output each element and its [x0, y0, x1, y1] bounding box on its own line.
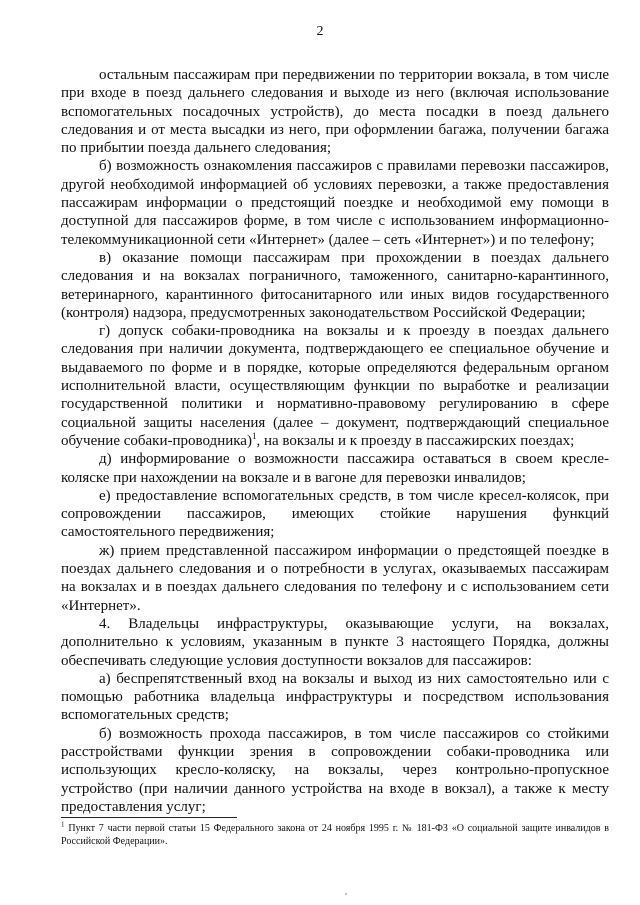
- paragraph-4b: б) возможность прохода пассажиров, в том числе пассажиров со стойкими расстройствами функции зрения в сопровождении собаки-проводника или использующих кресло-коляску, на вокзалы, через контрольно-пропускное устройство (при наличии данного устройства на входе в вокзал), а также к месту предоставления услуг;: [61, 725, 609, 815]
- scan-artifact: [345, 893, 347, 895]
- footnote-mark: 1: [61, 820, 65, 829]
- paragraph-4a: а) беспрепятственный вход на вокзалы и выход из них самостоятельно или с помощью работника владельца инфраструктуры и посредством использования вспомогательных средств;: [61, 670, 609, 724]
- page-number: 2: [316, 24, 324, 39]
- footnote-reference: 1: [251, 430, 257, 441]
- paragraph-g: [61, 322, 609, 450]
- paragraph-zh: ж) прием представленной пассажиром информации о предстоящей поездке в поездах дальнего следования и о потребности в услугах, оказываемых пассажирам на вокзалах и в поездах дальнего следования по телефону и с использованием сети «Интернет».: [61, 542, 609, 614]
- footnote: [61, 822, 609, 848]
- document-body: [61, 66, 609, 816]
- paragraph-e: е) предоставление вспомогательных средств, в том числе кресел-колясок, при сопровождении пассажиров, имеющих стойкие нарушения функций самостоятельного передвижения;: [61, 487, 609, 541]
- paragraph-continuation: остальным пассажирам при передвижении по территории вокзала, в том числе при входе в поезд дальнего следования и выходе из него (включая использование вспомогательных посадочных устройств), до места посадки в поезд дальнего следования и от места высадки из него, при оформлении багажа, получении багажа по прибытии поезда дальнего следования;: [61, 67, 609, 157]
- paragraph-g-tail: , на вокзалы и к проезду в пассажирских поездах;: [256, 432, 575, 449]
- paragraph-b: б) возможность ознакомления пассажиров с правилами перевозки пассажиров, другой необходимой информацией об условиях перевозки, а также предоставления пассажирам информации о предстоящий поездке и необходимой ему помощи в доступной для пассажиров форме, в том числе с использованием информационно-телекоммуникационной сети «Интернет» (далее – сеть «Интернет») и по телефону;: [61, 158, 609, 248]
- paragraph-g-text: г) допуск собаки-проводника на вокзалы и к проезду в поездах дальнего следования при наличии документа, подтверждающего ее специальное обучение и выдаваемого по форме и в порядке, которые определяются федеральным органом исполнительной власти, осуществляющим функции по выработке и реализации государственной политики и нормативно-правовому регулированию в сфере социальной защиты населения (далее – документ, подтверждающий специальное обучение собаки-проводника): [61, 323, 609, 449]
- paragraph-v: в) оказание помощи пассажирам при прохождении в поездах дальнего следования и на вокзалах пограничного, таможенного, санитарно-карантинного, ветеринарного, карантинного фитосанитарного или иных видов государственного (контроля) надзора, предусмотренных законодательством Российской Федерации;: [61, 249, 609, 321]
- footnote-divider: [61, 817, 237, 818]
- paragraph-d: д) информирование о возможности пассажира оставаться в своем кресле-коляске при нахождении на вокзале и в вагоне для перевозки инвалидов;: [61, 451, 609, 486]
- footnote-text: Пункт 7 части первой статьи 15 Федерального закона от 24 ноября 1995 г. № 181-ФЗ «О социальной защите инвалидов в Российской Федерации».: [61, 823, 609, 847]
- paragraph-4: 4. Владельцы инфраструктуры, оказывающие услуги, на вокзалах, дополнительно к условиям, указанным в пункте 3 настоящего Порядка, должны обеспечивать следующие условия доступности вокзалов для пассажиров:: [61, 615, 609, 669]
